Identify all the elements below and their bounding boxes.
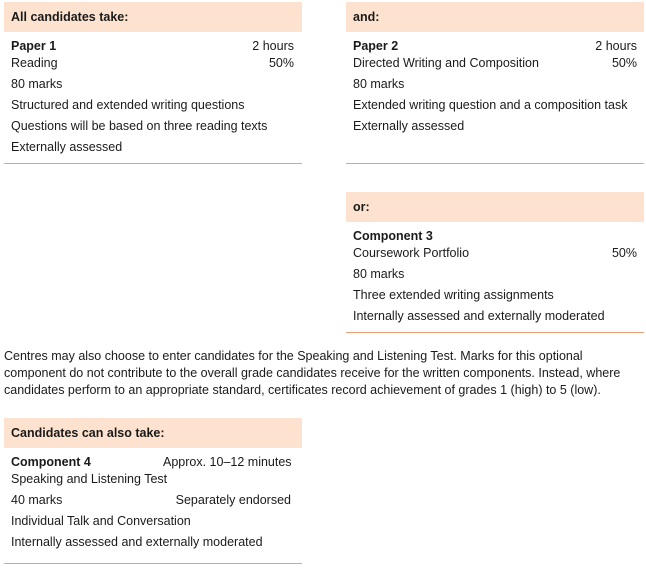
component4-box xyxy=(4,418,302,564)
paper2-marks: 80 marks xyxy=(353,77,405,91)
paper1-marks: 80 marks xyxy=(11,77,63,91)
component3-box xyxy=(346,192,644,333)
paper2-subtitle: Directed Writing and Composition xyxy=(353,56,539,70)
paper1-duration: 2 hours xyxy=(252,39,294,53)
paper1-line2: Questions will be based on three reading texts xyxy=(11,119,268,133)
component3-weight: 50% xyxy=(611,246,637,260)
paper2-weight: 50% xyxy=(611,56,637,70)
component4-title: Component 4 xyxy=(11,455,91,469)
paper2-title: Paper 2 xyxy=(353,39,399,53)
paper2-line2: Externally assessed xyxy=(353,119,465,133)
paper1-box xyxy=(4,2,302,164)
component4-endorsement: Separately endorsed xyxy=(175,493,291,507)
component4-line2: Internally assessed and externally moderated xyxy=(11,535,263,549)
paper2-duration: 2 hours xyxy=(595,39,637,53)
component3-line2: Internally assessed and externally moderated xyxy=(353,309,605,323)
component4-duration: Approx. 10–12 minutes xyxy=(163,455,292,469)
speaking-listening-note: Centres may also choose to enter candidates for the Speaking and Listening Test. Marks for this optional component do not contribute to the overall grade candidates receive for the written components. Instead, where candidates perform to an appropriate standard, certificates record achievement of grades 1 (high) to 5 (low). xyxy=(4,349,621,397)
component4-line1: Individual Talk and Conversation xyxy=(11,514,191,528)
paper1-subtitle: Reading xyxy=(11,56,58,70)
component4-subtitle: Speaking and Listening Test xyxy=(11,472,168,486)
paper2-box xyxy=(346,2,644,164)
paper1-line1: Structured and extended writing questions xyxy=(11,98,245,112)
component3-title: Component 3 xyxy=(353,229,433,243)
paper1-title: Paper 1 xyxy=(11,39,57,53)
paper1-heading: All candidates take: xyxy=(4,2,302,32)
component3-heading: or: xyxy=(346,192,644,222)
component3-line1: Three extended writing assignments xyxy=(353,288,554,302)
component4-marks: 40 marks xyxy=(11,493,63,507)
component3-marks: 80 marks xyxy=(353,267,405,281)
component3-subtitle: Coursework Portfolio xyxy=(353,246,470,260)
paper1-weight: 50% xyxy=(268,56,294,70)
paper2-heading: and: xyxy=(346,2,644,32)
paper1-line3: Externally assessed xyxy=(11,140,123,154)
paper2-line1: Extended writing question and a composition task xyxy=(353,98,628,112)
component4-heading: Candidates can also take: xyxy=(4,418,302,448)
